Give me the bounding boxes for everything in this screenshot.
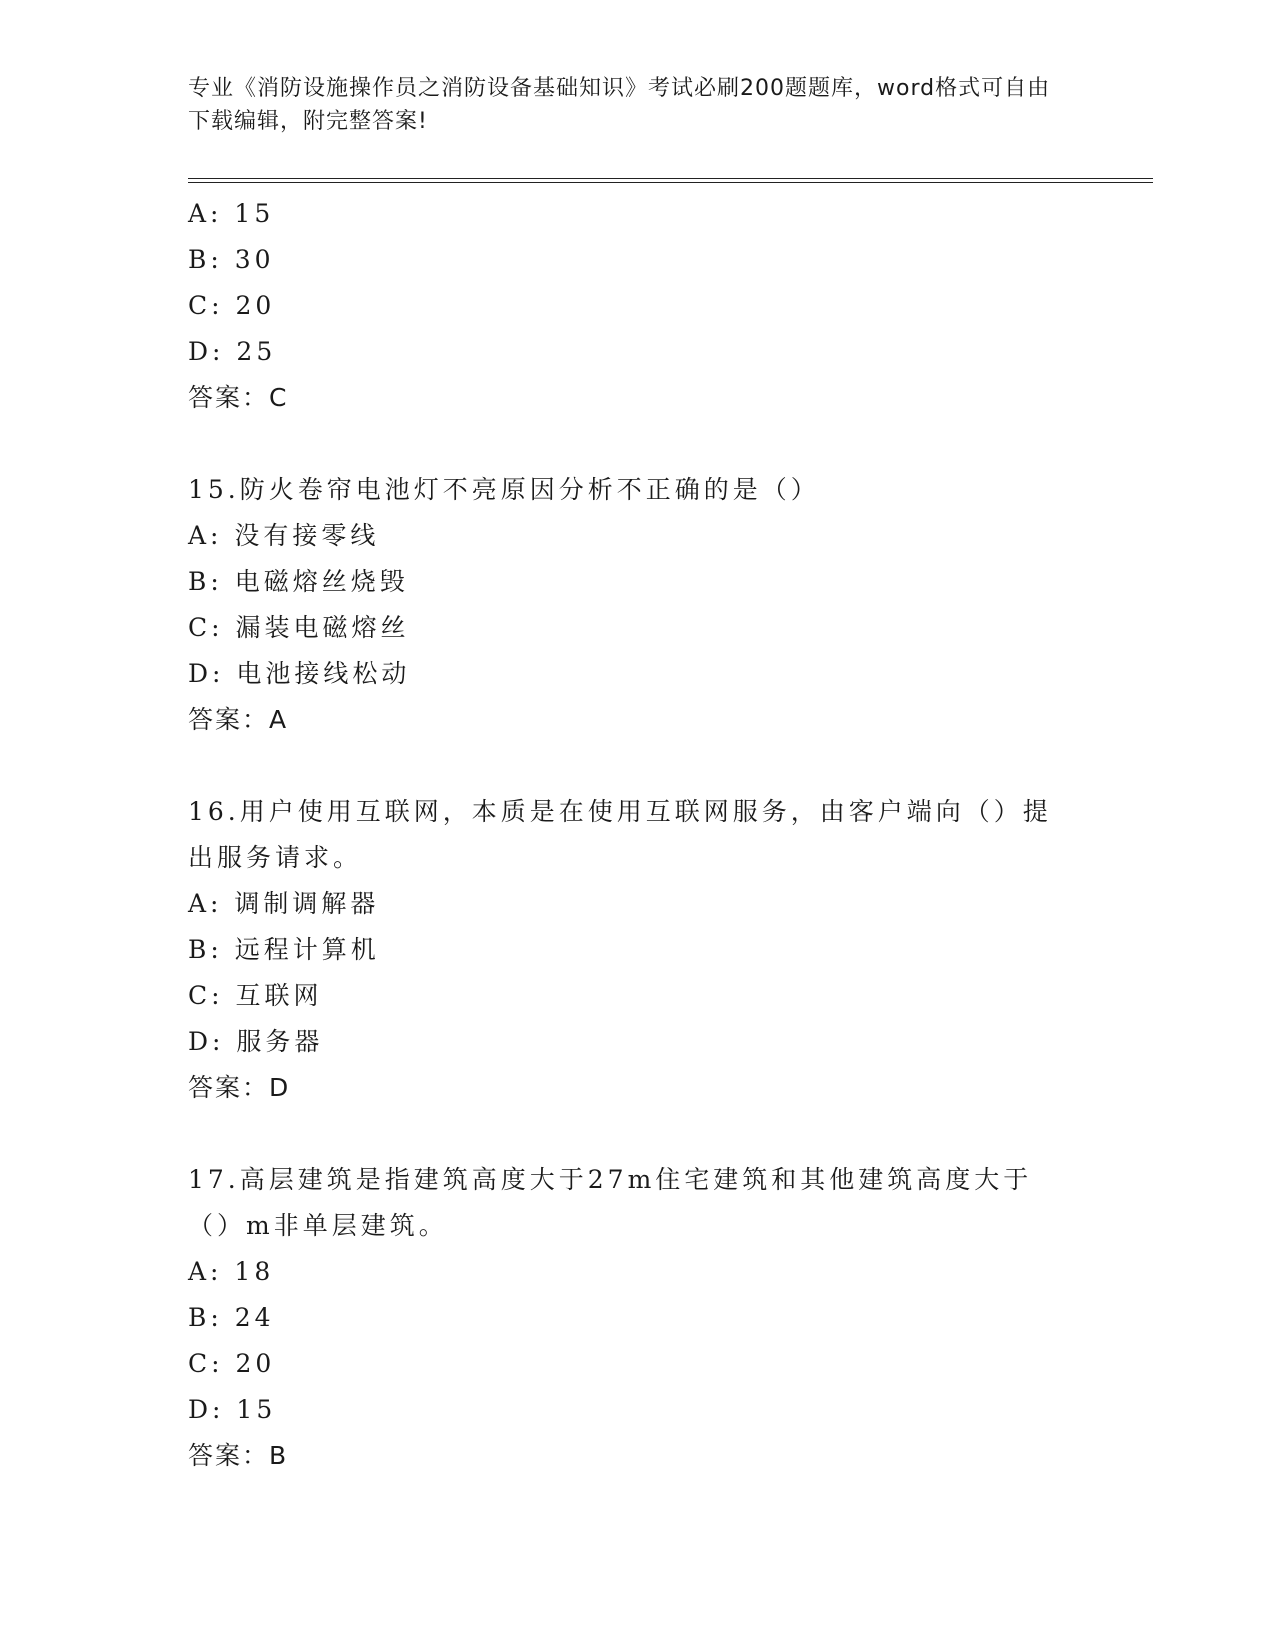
option-b: B: 电磁熔丝烧毁: [188, 567, 409, 596]
block-spacer: [188, 743, 1068, 789]
option-d: D: 15: [188, 1395, 277, 1424]
option-d: D: 25: [188, 337, 277, 366]
option-c: C: 漏装电磁熔丝: [188, 613, 410, 642]
header-divider-top: [188, 178, 1153, 179]
block-spacer: [188, 1111, 1068, 1157]
option-a: A: 18: [188, 1257, 275, 1286]
option-a: A: 没有接零线: [188, 521, 380, 550]
option-a: A: 15: [188, 199, 275, 228]
option-a: A: 调制调解器: [188, 889, 380, 918]
document-header: 专业《消防设施操作员之消防设备基础知识》考试必刷200题题库，word格式可自由下载编辑，附完整答案!: [188, 76, 1051, 134]
question-stem: 15.防火卷帘电池灯不亮原因分析不正确的是（）: [188, 475, 820, 504]
answer-line: 答案：C: [188, 383, 289, 412]
option-b: B: 24: [188, 1303, 275, 1332]
question-stem: 17.高层建筑是指建筑高度大于27m住宅建筑和其他建筑高度大于（）m非单层建筑。: [188, 1165, 1033, 1240]
header-divider-bottom: [188, 182, 1153, 183]
option-c: C: 20: [188, 1349, 276, 1378]
option-b: B: 30: [188, 245, 275, 274]
option-c: C: 互联网: [188, 981, 323, 1010]
answer-line: 答案：D: [188, 1073, 291, 1102]
option-d: D: 服务器: [188, 1027, 324, 1056]
question-block-continued: [188, 191, 1068, 421]
answer-line: 答案：A: [188, 705, 289, 734]
question-stem: 16.用户使用互联网，本质是在使用互联网服务，由客户端向（）提出服务请求。: [188, 797, 1052, 872]
question-block: [188, 1157, 1068, 1479]
option-c: C: 20: [188, 291, 276, 320]
block-spacer: [188, 421, 1068, 467]
option-b: B: 远程计算机: [188, 935, 380, 964]
answer-line: 答案：B: [188, 1441, 289, 1470]
question-block: [188, 467, 1068, 743]
question-list: [188, 191, 1068, 1479]
option-d: D: 电池接线松动: [188, 659, 411, 688]
question-block: [188, 789, 1068, 1111]
